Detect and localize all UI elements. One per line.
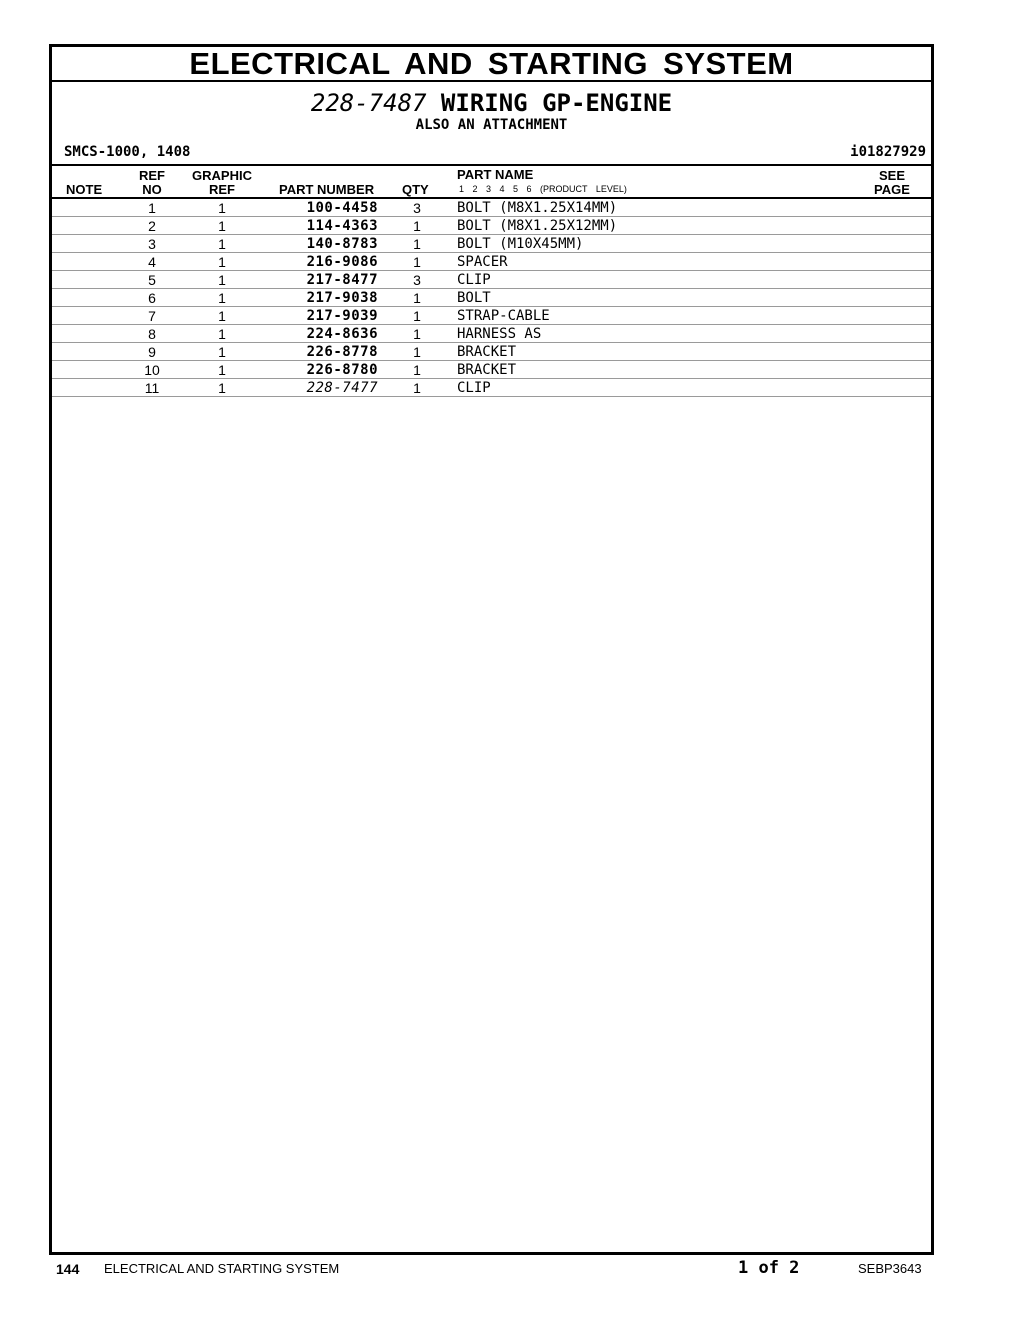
part-name: BRACKET — [457, 362, 517, 378]
header-part-number: PART NUMBER — [279, 182, 375, 197]
part-name: BOLT — [457, 290, 491, 306]
header-product-levels: 1 2 3 4 5 6 (PRODUCT LEVEL) — [459, 184, 627, 194]
graphic-ref: 1 — [218, 326, 226, 342]
qty: 1 — [413, 326, 421, 342]
qty: 1 — [413, 218, 421, 234]
ref-no: 1 — [148, 200, 156, 216]
part-name: BOLT (M10X45MM) — [457, 236, 584, 252]
footer-section: ELECTRICAL AND STARTING SYSTEM — [104, 1261, 340, 1276]
part-name: BOLT (M8X1.25X14MM) — [457, 200, 618, 216]
ref-no: 6 — [148, 290, 156, 306]
graphic-ref: 1 — [218, 290, 226, 306]
qty: 1 — [413, 362, 421, 378]
smcs-code: SMCS-1000, 1408 — [64, 144, 191, 160]
table-row — [52, 325, 931, 343]
ref-no: 3 — [148, 236, 156, 252]
qty: 1 — [413, 290, 421, 306]
part-number: 224-8636 — [306, 326, 378, 342]
graphic-ref: 1 — [218, 344, 226, 360]
table-row — [52, 343, 931, 361]
graphic-ref: 1 — [218, 272, 226, 288]
table-row — [52, 361, 931, 379]
header-note: NOTE — [66, 182, 103, 197]
illustration-id: i01827929 — [850, 144, 926, 160]
header-graphic-ref-2: REF — [209, 182, 235, 197]
table-row — [52, 235, 931, 253]
ref-no: 10 — [144, 362, 160, 378]
section-title: ELECTRICAL AND STARTING SYSTEM — [52, 47, 931, 82]
meta-line — [52, 142, 931, 164]
ref-no: 5 — [148, 272, 156, 288]
header-part-name: PART NAME — [457, 167, 534, 182]
part-number: 140-8783 — [306, 236, 378, 252]
header-ref-no-2: NO — [142, 182, 162, 197]
table-row — [52, 253, 931, 271]
page-frame — [49, 44, 934, 1255]
part-name: BRACKET — [457, 344, 517, 360]
qty: 1 — [413, 254, 421, 270]
table-row — [52, 379, 931, 397]
table-row — [52, 289, 931, 307]
qty: 3 — [413, 272, 421, 288]
part-number: 217-8477 — [306, 272, 378, 288]
group-name: WIRING GP-ENGINE — [440, 89, 673, 117]
graphic-ref: 1 — [218, 218, 226, 234]
part-name: CLIP — [457, 272, 491, 288]
parts-list — [52, 199, 931, 397]
ref-no: 8 — [148, 326, 156, 342]
part-name: SPACER — [457, 254, 508, 270]
part-number: 226-8778 — [306, 344, 378, 360]
table-header — [52, 164, 931, 199]
graphic-ref: 1 — [218, 308, 226, 324]
part-number: 226-8780 — [306, 362, 378, 378]
header-see-page-2: PAGE — [874, 182, 910, 197]
table-row — [52, 217, 931, 235]
document-number: SEBP3643 — [858, 1261, 922, 1276]
graphic-ref: 1 — [218, 254, 226, 270]
page-count: 1 of 2 — [738, 1258, 800, 1278]
graphic-ref: 1 — [218, 200, 226, 216]
part-name: STRAP-CABLE — [457, 308, 550, 324]
ref-no: 9 — [148, 344, 156, 360]
part-name: CLIP — [457, 380, 491, 396]
part-number: 114-4363 — [306, 218, 378, 234]
qty: 1 — [413, 344, 421, 360]
part-name: HARNESS AS — [457, 326, 542, 342]
group-note: ALSO AN ATTACHMENT — [415, 117, 568, 133]
qty: 1 — [413, 236, 421, 252]
header-qty: QTY — [402, 182, 429, 197]
qty: 3 — [413, 200, 421, 216]
group-number: 228-7487 — [310, 89, 427, 117]
ref-no: 11 — [144, 380, 160, 396]
part-number: 216-9086 — [306, 254, 378, 270]
graphic-ref: 1 — [218, 380, 226, 396]
graphic-ref: 1 — [218, 362, 226, 378]
qty: 1 — [413, 380, 421, 396]
part-number: 217-9039 — [306, 308, 378, 324]
group-title — [52, 89, 931, 117]
part-name: BOLT (M8X1.25X12MM) — [457, 218, 618, 234]
qty: 1 — [413, 308, 421, 324]
ref-no: 7 — [148, 308, 156, 324]
table-row — [52, 271, 931, 289]
table-row — [52, 199, 931, 217]
header-see-page-1: SEE — [878, 168, 905, 183]
header-ref-no-1: REF — [139, 168, 165, 183]
header-graphic-ref-1: GRAPHIC — [192, 168, 252, 183]
ref-no: 4 — [148, 254, 156, 270]
page-footer — [0, 1258, 1020, 1281]
part-number: 217-9038 — [306, 290, 378, 306]
part-number: 228-7477 — [306, 380, 378, 396]
page-number: 144 — [56, 1261, 80, 1277]
graphic-ref: 1 — [218, 236, 226, 252]
table-row — [52, 307, 931, 325]
ref-no: 2 — [148, 218, 156, 234]
part-number: 100-4458 — [306, 200, 378, 216]
